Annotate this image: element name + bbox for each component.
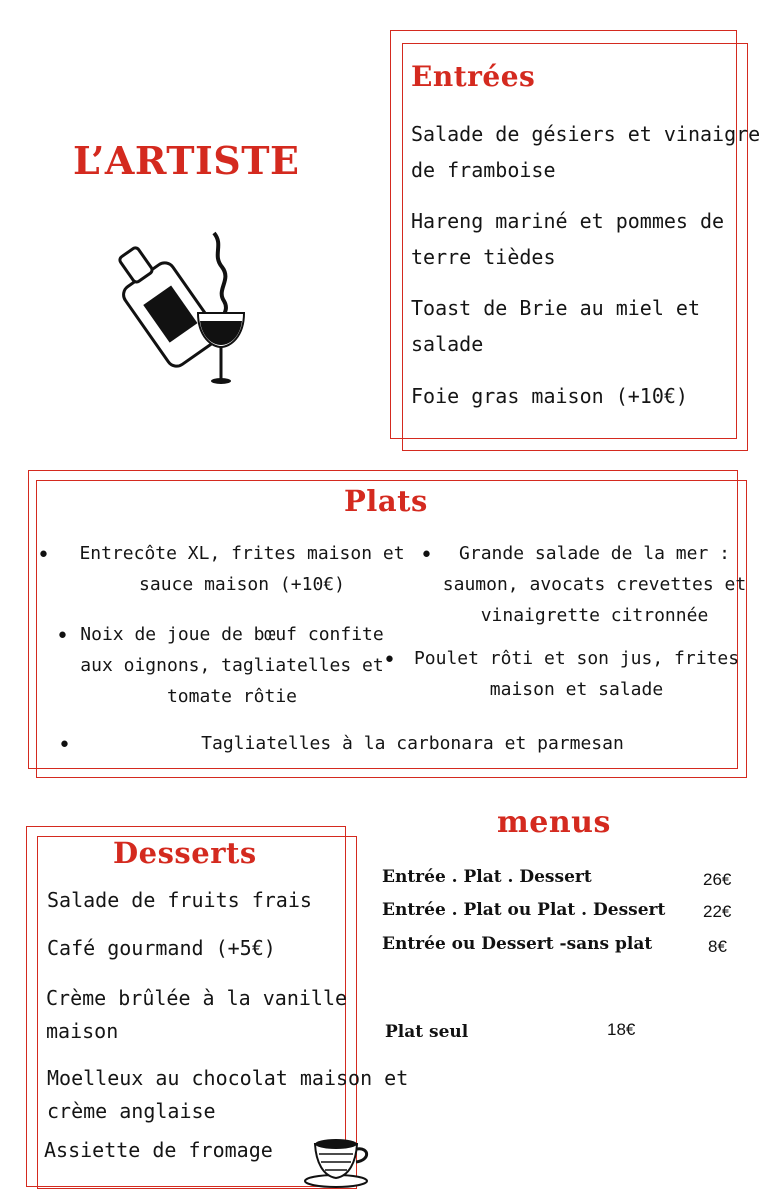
menu-label: Entrée . Plat ou Plat . Dessert (382, 900, 666, 920)
dessert-item: Café gourmand (+5€) (47, 936, 276, 960)
menu-label: Entrée . Plat . Dessert (382, 867, 592, 887)
dessert-item: Salade de fruits frais (47, 888, 312, 912)
plat-item: Entrecôte XL, frites maison et sauce maison (+10€) (79, 543, 405, 595)
restaurant-name: L’ARTISTE (73, 138, 300, 183)
plat-item: Grande salade de la mer : saumon, avocats crevettes et vinaigrette citronnée (442, 543, 747, 626)
menu-price: 8€ (708, 937, 727, 956)
plat-item: Poulet rôti et son jus, frites maison et salade (413, 648, 740, 700)
plats-title: Plats (344, 484, 428, 518)
desserts-title: Desserts (113, 836, 257, 870)
coffee-cup-icon (303, 1132, 375, 1190)
dessert-item: Moelleux au chocolat maison et (47, 1066, 409, 1090)
entrees-title: Entrées (411, 60, 536, 93)
menu-label: Plat seul (385, 1022, 469, 1042)
entree-item: Foie gras maison (+10€) (411, 384, 688, 408)
plat-item: Tagliatelles à la carbonara et parmesan (201, 733, 624, 754)
dessert-item: Assiette de fromage (44, 1138, 273, 1162)
bullet: • (420, 543, 433, 568)
plat-item: Noix de joue de bœuf confite aux oignons, tagliatelles et tomate rôtie (80, 624, 384, 707)
entree-item: de framboise (411, 158, 556, 182)
wine-bottle-glass-icon (108, 225, 250, 390)
dessert-item: maison (46, 1019, 119, 1043)
entree-item: Hareng mariné et pommes de (411, 209, 725, 233)
dessert-item: crème anglaise (47, 1099, 216, 1123)
bullet: • (58, 733, 71, 758)
menu-price: 18€ (607, 1020, 636, 1039)
entree-item: salade (411, 332, 484, 356)
menu-label: Entrée ou Dessert -sans plat (382, 934, 653, 954)
menu-price: 26€ (703, 870, 732, 889)
menu-price: 22€ (703, 902, 732, 921)
entree-item: Salade de gésiers et vinaigre (411, 122, 761, 146)
dessert-item: Crème brûlée à la vanille (46, 986, 348, 1010)
bullet: • (37, 543, 50, 568)
bullet: • (56, 624, 69, 649)
entree-item: terre tièdes (411, 245, 556, 269)
bullet: • (383, 648, 396, 673)
entree-item: Toast de Brie au miel et (411, 296, 700, 320)
menus-title: menus (497, 805, 611, 840)
